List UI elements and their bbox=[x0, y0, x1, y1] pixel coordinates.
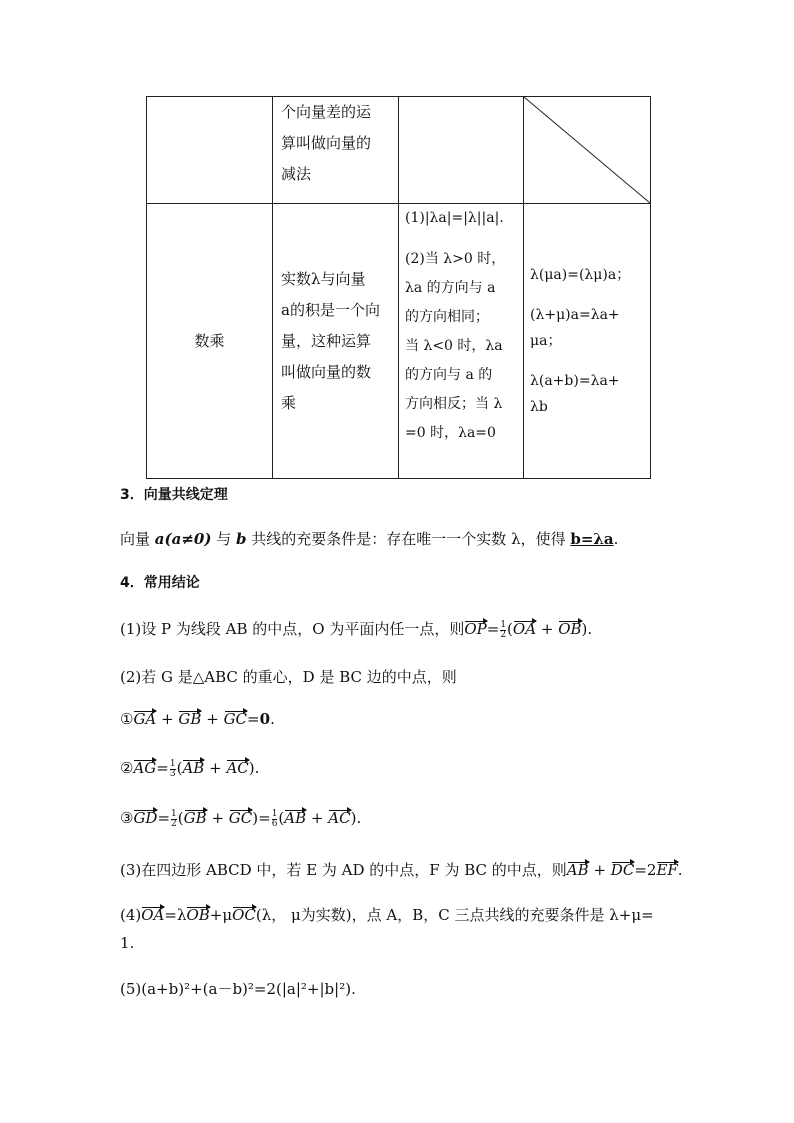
text-fragment: + bbox=[310, 809, 324, 827]
text-line: λa 的方向与 a bbox=[405, 280, 496, 296]
text-fragment: =λ bbox=[164, 906, 187, 924]
text-fragment: ( bbox=[507, 620, 513, 638]
table-cell bbox=[147, 97, 273, 204]
text-line: 减法 bbox=[281, 165, 312, 183]
fraction bbox=[272, 810, 278, 829]
text-line: 方向相反；当 λ bbox=[405, 396, 503, 412]
text-line: 的方向相同； bbox=[405, 309, 489, 325]
text-fragment: λb bbox=[530, 399, 548, 415]
vector-ab: AB bbox=[566, 861, 589, 879]
text-line: (2)当 λ>0 时， bbox=[405, 251, 506, 267]
fraction bbox=[171, 810, 177, 829]
text-fragment: b=λa bbox=[570, 530, 614, 548]
vector-ga: GA bbox=[133, 710, 157, 728]
text-fragment: . bbox=[270, 710, 275, 728]
text-line: 实数λ与向量 bbox=[281, 269, 366, 288]
text-fragment: + bbox=[206, 710, 219, 728]
vector-ag: AG bbox=[133, 759, 157, 777]
text-fragment: + bbox=[211, 809, 225, 827]
text-fragment: + bbox=[540, 620, 554, 638]
text-line: 叫做向量的数 bbox=[281, 362, 372, 381]
denominator: 3 bbox=[169, 768, 176, 779]
numerator: 1 bbox=[271, 808, 278, 819]
circled-number: ③ bbox=[120, 809, 134, 827]
text-line: 当 λ<0 时，λa bbox=[405, 338, 503, 354]
diagonal-cell bbox=[524, 97, 651, 204]
vector-gd: GD bbox=[133, 809, 158, 827]
text-fragment: +μ bbox=[209, 906, 233, 924]
fraction bbox=[170, 760, 176, 779]
denominator: 2 bbox=[171, 818, 177, 829]
text-line: a的积是一个向 bbox=[281, 300, 380, 319]
fraction bbox=[500, 621, 506, 640]
table-cell bbox=[524, 204, 651, 479]
text-fragment: = bbox=[486, 620, 500, 638]
text-line: 乘 bbox=[281, 393, 297, 412]
vector-dc: DC bbox=[610, 861, 635, 879]
operation-name: 数乘 bbox=[194, 331, 225, 350]
text-fragment: (λ+μ)a=λa+ bbox=[530, 307, 620, 323]
conclusion-2: (2)若 G 是△ABC 的重心，D 是 BC 边的中点，则 bbox=[120, 668, 457, 686]
conclusion-2-3 bbox=[120, 809, 361, 829]
text-fragment: ( bbox=[278, 809, 285, 827]
text-fragment: )= bbox=[252, 809, 271, 827]
text-line bbox=[530, 302, 644, 354]
text-fragment: λ(a+b)=λa+ bbox=[530, 373, 620, 389]
text-line: 个向量差的运 bbox=[281, 103, 372, 121]
vector-op: OP bbox=[464, 620, 487, 638]
denominator: 6 bbox=[271, 818, 278, 829]
denominator: 2 bbox=[500, 629, 507, 640]
text-fragment: + bbox=[209, 759, 222, 777]
text-fragment: μa； bbox=[530, 333, 562, 349]
numerator: 1 bbox=[171, 808, 177, 819]
table-row bbox=[147, 204, 651, 479]
conclusion-2-1 bbox=[120, 710, 275, 728]
text-fragment: . bbox=[613, 530, 619, 548]
operation-name-cell bbox=[147, 204, 273, 479]
text-fragment: (1)设 P 为线段 AB 的中点，O 为平面内任一点，则 bbox=[120, 620, 465, 638]
text-fragment: 向量 bbox=[120, 530, 151, 548]
text-fragment: a(a≠0) bbox=[154, 530, 212, 548]
text-fragment: (λ， μ为实数)，点 A，B，C 三点共线的充要条件是 λ+μ= bbox=[255, 906, 654, 924]
zero-vector: 0 bbox=[259, 710, 271, 728]
circled-number: ① bbox=[120, 710, 134, 728]
conclusion-5: (5)(a+b)²+(a－b)²=2(|a|²+|b|²). bbox=[120, 980, 356, 998]
section-4-title: 4．常用结论 bbox=[120, 575, 200, 591]
text-fragment: . bbox=[677, 861, 683, 879]
vector-oa: OA bbox=[141, 906, 165, 924]
table-cell bbox=[399, 204, 524, 479]
table-row bbox=[147, 97, 651, 204]
collinear-theorem-text bbox=[120, 528, 618, 549]
vector-ab: AB bbox=[182, 759, 205, 777]
scalar-multiplication-definition bbox=[273, 264, 398, 419]
text-fragment: + bbox=[161, 710, 174, 728]
section-3-title: 3．向量共线定理 bbox=[120, 487, 228, 503]
text-fragment: = bbox=[157, 809, 171, 827]
vector-ef: EF bbox=[656, 861, 678, 879]
vector-ac: AC bbox=[226, 759, 249, 777]
text-fragment: ). bbox=[248, 759, 260, 777]
vector-gc: GC bbox=[223, 710, 248, 728]
text-fragment: ( bbox=[176, 759, 183, 777]
circled-number: ② bbox=[120, 759, 134, 777]
text-fragment: =2 bbox=[634, 861, 657, 879]
conclusion-4-continued: 1. bbox=[120, 934, 135, 952]
conclusion-1 bbox=[120, 618, 592, 640]
vector-ob: OB bbox=[186, 906, 210, 924]
text-fragment: b bbox=[236, 530, 247, 548]
table-cell bbox=[273, 97, 399, 204]
text-fragment: ). bbox=[581, 620, 593, 638]
conclusion-3 bbox=[120, 859, 683, 880]
text-fragment: (3)在四边形 ABCD 中，若 E 为 AD 的中点，F 为 BC 的中点，则 bbox=[120, 861, 567, 879]
text-fragment: = bbox=[247, 710, 260, 728]
numerator: 1 bbox=[169, 758, 176, 769]
text-fragment: (4) bbox=[120, 906, 142, 924]
vector-gc: GC bbox=[228, 809, 253, 827]
text-line: =0 时，λa=0 bbox=[405, 425, 496, 441]
operation-laws bbox=[524, 262, 650, 420]
text-line: (1)|λa|=|λ||a|. bbox=[405, 210, 504, 226]
text-fragment: 共线的充要条件是：存在唯一一个实数 λ，使得 bbox=[251, 530, 566, 548]
numerator: 1 bbox=[500, 619, 507, 630]
geometric-meaning bbox=[399, 204, 523, 448]
text-line: λ(μa)=(λμ)a； bbox=[530, 267, 631, 283]
conclusion-2-2 bbox=[120, 759, 259, 779]
vector-gb: GB bbox=[178, 710, 202, 728]
vector-gb: GB bbox=[183, 809, 207, 827]
table-cell bbox=[273, 204, 399, 479]
text-fragment: 与 bbox=[216, 530, 232, 548]
text-line bbox=[530, 368, 644, 420]
table-cell bbox=[399, 97, 524, 204]
diagonal-line bbox=[524, 97, 650, 203]
text-fragment: + bbox=[593, 861, 607, 879]
conclusion-4 bbox=[120, 904, 654, 925]
vector-ab: AB bbox=[284, 809, 307, 827]
vector-operations-table bbox=[146, 96, 651, 479]
vector-ob: OB bbox=[558, 620, 582, 638]
subtraction-definition bbox=[273, 97, 398, 190]
text-line: 量，这种运算 bbox=[281, 331, 372, 350]
text-fragment: ). bbox=[350, 809, 362, 827]
text-fragment: ( bbox=[177, 809, 184, 827]
vector-oc: OC bbox=[232, 906, 256, 924]
text-line: 算叫做向量的 bbox=[281, 134, 372, 152]
vector-ac: AC bbox=[328, 809, 351, 827]
vector-oa: OA bbox=[512, 620, 537, 638]
text-line: 的方向与 a 的 bbox=[405, 367, 493, 383]
text-fragment: = bbox=[156, 759, 169, 777]
